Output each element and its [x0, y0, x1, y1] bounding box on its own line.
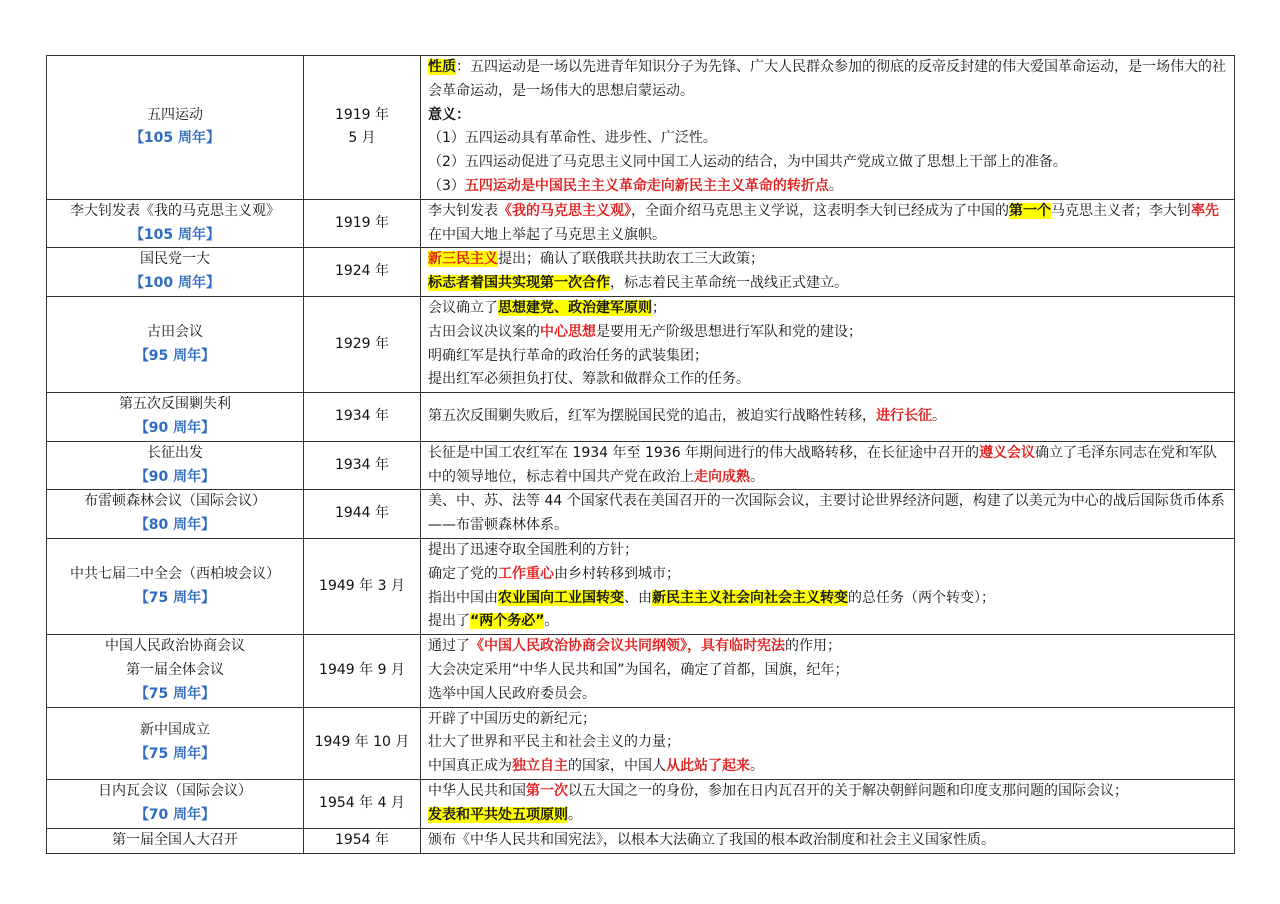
red-emphasis: 独立自主: [512, 758, 568, 775]
detail-line: [428, 708, 1228, 732]
detail-cell: [421, 296, 1235, 392]
detail-text: （2）五四运动促进了马克思主义同中国工人运动的结合，为中国共产党成立做了思想上干部上的准备。: [428, 154, 1067, 171]
event-name: 第一届全国人大召开: [112, 831, 238, 848]
detail-line: [428, 659, 1228, 683]
detail-text: 美、中、苏、法等 44 个国家代表在美国召开的一次国际会议，主要讨论世界经济问题，构建了以美元为中心的战后国际货币体系——布雷顿森林体系。: [428, 493, 1225, 534]
detail-line: [428, 368, 1228, 392]
event-cell: [47, 828, 304, 853]
table-row: [47, 538, 1235, 634]
event-cell: [47, 296, 304, 392]
date-cell: [304, 296, 421, 392]
event-date: 1934 年: [334, 456, 390, 473]
yellow-highlight: 农业国向工业国转变: [498, 589, 624, 606]
detail-text: 在中国大地上举起了马克思主义旗帜。: [428, 226, 666, 243]
yellow-highlight: “两个务必”: [470, 613, 545, 630]
event-name: 布雷顿森林会议（国际会议）: [84, 493, 266, 510]
detail-text: ：五四运动是一场以先进青年知识分子为先锋、广大人民群众参加的彻底的反帝反封建的伟大爱国革命运动，是一场伟大的社会革命运动，是一场伟大的思想启蒙运动。: [428, 59, 1226, 99]
history-events-table: [46, 55, 1235, 854]
date-cell: [304, 56, 421, 200]
detail-text: 确立了毛泽东同志在党和军队中的领导地位，标志着中国共产党在政治上: [428, 444, 1218, 485]
detail-text: 开辟了中国历史的新纪元；: [428, 710, 596, 727]
event-date: 1924 年: [334, 263, 390, 280]
event-cell: [47, 779, 304, 828]
detail-text: 由乡村转移到城市；: [554, 565, 680, 582]
anniversary-label: 【90 周年】: [134, 468, 216, 485]
detail-line: [428, 345, 1228, 369]
red-emphasis: 中心思想: [540, 323, 596, 340]
detail-text: 的总任务（两个转变）；: [848, 589, 995, 606]
anniversary-label: 【75 周年】: [134, 746, 216, 763]
yellow-highlight: 思想建党、政治建军原则: [498, 299, 652, 316]
detail-text: 长征是中国工农红军在 1934 年至 1936 年期间进行的伟大战略转移，在长征途中召开的: [428, 444, 980, 461]
table-row: [47, 635, 1235, 707]
table-row: [47, 828, 1235, 853]
detail-line: [428, 248, 1228, 272]
date-cell: [304, 441, 421, 490]
detail-text: 提出；确认了联俄联共扶助农工三大政策；: [498, 251, 764, 268]
detail-line: [428, 563, 1228, 587]
event-cell: [47, 248, 304, 297]
detail-line: [428, 610, 1228, 634]
red-emphasis: 《中国人民政治协商会议共同纲领》，具有临时宪法: [470, 638, 785, 655]
event-date: 1919 年: [334, 214, 390, 231]
red-emphasis: 第一次: [526, 782, 568, 799]
detail-text: 以五大国之一的身份，参加在日内瓦召开的关于解决朝鲜问题和印度支那问题的国际会议；: [568, 782, 1128, 799]
detail-text: （1）五四运动具有革命性、进步性、广泛性。: [428, 130, 717, 147]
event-date: 1949 年 9 月: [319, 661, 405, 678]
detail-cell: [421, 393, 1235, 442]
event-date: 1949 年 3 月: [319, 577, 405, 594]
anniversary-label: 【90 周年】: [134, 419, 216, 436]
date-cell: [304, 490, 421, 539]
detail-text: 明确红军是执行革命的政治任务的武装集团；: [428, 347, 708, 364]
event-cell: [47, 441, 304, 490]
detail-text: ，标志着民主革命统一战线正式建立。: [610, 275, 848, 292]
yellow-highlight: 第一个: [1009, 202, 1051, 219]
detail-text: 。: [750, 758, 764, 775]
detail-line: [428, 635, 1228, 659]
date-cell: [304, 635, 421, 707]
table-row: [47, 56, 1235, 200]
red-emphasis: 从此站了起来: [666, 758, 750, 775]
detail-text: 确定了党的: [428, 565, 498, 582]
detail-text: 第五次反围剿失败后，红军为摆脱国民党的追击，被迫实行战略性转移，: [428, 408, 876, 425]
red-emphasis: 五四运动是中国民主主义革命走向新民主主义革命的转折点: [464, 177, 829, 194]
detail-line: [428, 683, 1228, 707]
date-cell: [304, 828, 421, 853]
detail-text: 提出红军必须担负打仗、筹款和做群众工作的任务。: [428, 371, 750, 388]
red-emphasis: 进行长征: [876, 408, 932, 425]
detail-cell: [421, 635, 1235, 707]
event-date: 1929 年: [334, 335, 390, 352]
anniversary-label: 【100 周年】: [129, 275, 221, 292]
table-row: [47, 296, 1235, 392]
detail-line: [428, 321, 1228, 345]
detail-text: 选举中国人民政府委员会。: [428, 685, 596, 702]
detail-text: 提出了: [428, 613, 470, 630]
event-name: 中国人民政治协商会议 第一届全体会议: [105, 638, 245, 678]
detail-text: 指出中国由: [428, 589, 498, 606]
detail-text: 通过了: [428, 638, 470, 655]
detail-cell: [421, 248, 1235, 297]
event-name: 第五次反围剿失利: [119, 396, 231, 413]
detail-text: ；: [652, 299, 666, 316]
detail-line: [428, 780, 1228, 804]
detail-line: [428, 175, 1228, 199]
anniversary-label: 【105 周年】: [129, 130, 221, 147]
event-name: 五四运动: [147, 106, 203, 123]
date-cell: [304, 199, 421, 248]
table-row: [47, 490, 1235, 539]
event-cell: [47, 56, 304, 200]
event-name: 古田会议: [147, 323, 203, 340]
detail-line: [428, 490, 1228, 538]
event-date: 1934 年: [334, 408, 390, 425]
table-row: [47, 393, 1235, 442]
detail-cell: [421, 538, 1235, 634]
anniversary-label: 【80 周年】: [134, 517, 216, 534]
detail-text: 会议确立了: [428, 299, 498, 316]
event-date: 1954 年 4 月: [319, 794, 405, 811]
table-row: [47, 199, 1235, 248]
event-date: 1949 年 10 月: [314, 734, 410, 751]
detail-line: [428, 151, 1228, 175]
red-emphasis: 遵义会议: [979, 444, 1036, 461]
detail-line: [428, 755, 1228, 779]
detail-text: 马克思主义者；李大钊: [1051, 202, 1191, 219]
bold-text: 意义：: [428, 106, 470, 123]
detail-line: [428, 539, 1228, 563]
detail-cell: [421, 779, 1235, 828]
red-emphasis: 走向成熟: [694, 468, 750, 485]
event-name: 日内瓦会议（国际会议）: [98, 782, 252, 799]
event-cell: [47, 199, 304, 248]
detail-text: 的国家，中国人: [568, 758, 666, 775]
event-cell: [47, 538, 304, 634]
detail-text: ，全面介绍马克思主义学说，这表明李大钊已经成为了中国的: [631, 202, 1009, 219]
anniversary-label: 【105 周年】: [129, 226, 221, 243]
detail-line: [428, 56, 1228, 104]
detail-text: 。: [828, 177, 843, 194]
table-row: [47, 779, 1235, 828]
detail-text: 古田会议决议案的: [428, 323, 540, 340]
event-name: 中共七届二中全会（西柏坡会议）: [70, 565, 280, 582]
detail-text: 中华人民共和国: [428, 782, 526, 799]
red-emphasis: 工作重心: [498, 565, 554, 582]
detail-line: [428, 127, 1228, 151]
event-cell: [47, 707, 304, 779]
anniversary-label: 【95 周年】: [134, 347, 216, 364]
detail-line: [428, 405, 1228, 429]
table-row: [47, 441, 1235, 490]
detail-line: [428, 297, 1228, 321]
detail-line: [428, 200, 1228, 248]
detail-text: 是要用无产阶级思想进行军队和党的建设；: [596, 323, 862, 340]
detail-cell: [421, 56, 1235, 200]
table-row: [47, 707, 1235, 779]
detail-text: 。: [544, 613, 559, 630]
detail-text: 的作用；: [785, 638, 841, 655]
yellow-highlight: 性质: [428, 59, 456, 75]
event-date: 1944 年: [334, 505, 390, 522]
detail-text: （3）: [428, 177, 465, 194]
detail-cell: [421, 828, 1235, 853]
red-emphasis: 《我的马克思主义观》: [498, 202, 631, 219]
table-row: [47, 248, 1235, 297]
detail-text: 。: [750, 468, 764, 485]
detail-line: [428, 104, 1228, 128]
detail-text: 李大钊发表: [428, 202, 498, 219]
detail-text: 。: [932, 408, 946, 425]
date-cell: [304, 538, 421, 634]
yellow-highlight: 发表和平共处五项原则: [428, 806, 568, 823]
date-cell: [304, 393, 421, 442]
detail-text: 壮大了世界和平民主和社会主义的力量；: [428, 734, 680, 751]
detail-line: [428, 731, 1228, 755]
event-cell: [47, 635, 304, 707]
table-body: [47, 56, 1235, 854]
event-date: 1919 年 5 月: [334, 106, 390, 147]
event-date: 1954 年: [334, 831, 390, 848]
yellow-highlight: 新民主主义社会向社会主义转变: [652, 589, 848, 606]
detail-line: [428, 804, 1228, 828]
detail-text: 提出了迅速夺取全国胜利的方针；: [428, 541, 638, 558]
date-cell: [304, 707, 421, 779]
detail-text: 中国真正成为: [428, 758, 512, 775]
detail-cell: [421, 441, 1235, 490]
detail-text: 颁布《中华人民共和国宪法》，以根本大法确立了我国的根本政治制度和社会主义国家性质。: [428, 831, 995, 848]
red-highlight: 新三民主义: [428, 251, 498, 268]
detail-line: [428, 587, 1228, 611]
detail-text: 、由: [624, 589, 652, 606]
event-cell: [47, 490, 304, 539]
detail-line: [428, 442, 1228, 490]
detail-cell: [421, 490, 1235, 539]
date-cell: [304, 248, 421, 297]
event-name: 长征出发: [147, 444, 203, 461]
detail-line: [428, 272, 1228, 296]
event-name: 李大钊发表《我的马克思主义观》: [70, 202, 280, 219]
detail-cell: [421, 199, 1235, 248]
red-emphasis: 率先: [1191, 202, 1219, 219]
anniversary-label: 【75 周年】: [134, 685, 216, 702]
event-cell: [47, 393, 304, 442]
yellow-highlight: 标志者着国共实现第一次合作: [428, 275, 610, 292]
event-name: 国民党一大: [140, 251, 210, 268]
date-cell: [304, 779, 421, 828]
detail-text: 大会决定采用“中华人民共和国”为国名，确定了首都，国旗，纪年；: [428, 661, 849, 678]
detail-cell: [421, 707, 1235, 779]
anniversary-label: 【75 周年】: [134, 589, 216, 606]
anniversary-label: 【70 周年】: [134, 806, 216, 823]
detail-text: 。: [568, 806, 582, 823]
detail-line: [428, 829, 1228, 853]
event-name: 新中国成立: [140, 722, 210, 739]
